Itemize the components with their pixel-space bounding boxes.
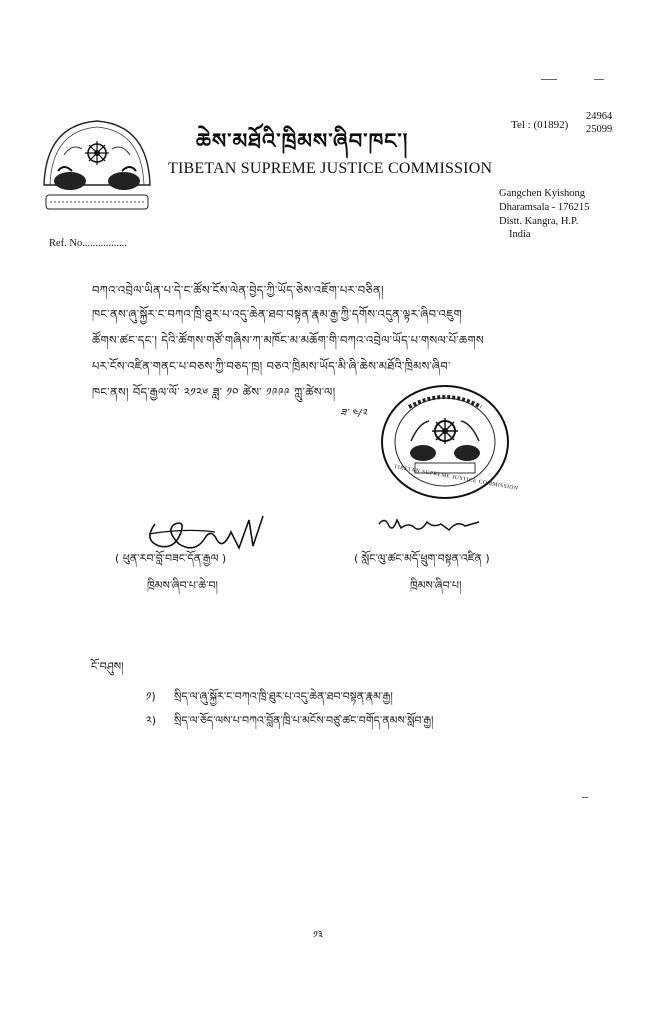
signature-right	[375, 512, 485, 542]
body-line: ཚོགས་ཚང་དང་། དེའི་ཚོགས་གཙོ་གཞིས་ཀ་མཁོང་མ་མཆོག་གི་བཀའ་འབྲེལ་ཡོད་པ་གསལ་པོ་ཆགས	[92, 333, 484, 347]
scan-mark	[541, 79, 557, 80]
seal-lettering: TIBETAN SUPREME JUSTICE COMMISSION	[393, 464, 519, 492]
signatory-name: ( སློང་ལུ་ཚང་མདོ་ཕྲུག་བསྟན་འཛིན )	[354, 552, 490, 565]
official-round-seal	[379, 383, 519, 501]
body-line: ཁང་ནས། བོད་རྒྱལ་ལོ་ ༢༡༢༦ ཟླ་ ༡༠ ཚེས་ ༡༩༩༩ ཀླུ་ཚེས་ལ།	[92, 385, 336, 399]
tel-number-1: 24964	[586, 111, 613, 122]
title-tibetan: ཆེས་མཐོའི་ཁྲིམས་ཞིབ་ཁང་།	[196, 129, 409, 153]
emblem-seal	[36, 115, 158, 220]
body-line: བཀའ་འབྲེལ་ཡིན་པ་དེ་ང་ཚོས་ངོས་ལེན་བྱེད་ཀྱི་ཡོད་ཅེས་འཇོག་པར་བཅིན།	[92, 283, 384, 297]
copy-item-text: སྲིད་ལ་ཅོད་ལས་པ་བཀའ་བློན་ཁྲི་པ་མངོས་བཙུ་ཚང་བགོད་ནམས་སློབ་རྒྱ།	[174, 714, 434, 727]
copy-item-number: ༡)	[146, 690, 156, 703]
copies-label: ངོ་བཤུས།	[91, 660, 124, 673]
copy-item-text: སྲིད་ལ་ཞུ་སྐྱོར་ང་བཀའ་ཁྲི་ཐུར་པ་འདུ་ཆེན་ཐབ་བསྟན་རྣམ་རྒྱ།	[174, 690, 393, 703]
scan-mark	[582, 797, 588, 798]
title-english: TIBETAN SUPREME JUSTICE COMMISSION	[168, 160, 493, 177]
address-line: Distt. Kangra, H.P.	[499, 216, 579, 227]
signatory-title: ཁྲིམས་ཞིབ་པ།	[410, 579, 462, 592]
tel-number-2: 25099	[586, 124, 613, 135]
scan-mark	[594, 79, 604, 80]
address-line: India	[509, 229, 531, 240]
copy-item-number: ༢)	[146, 714, 156, 727]
tel-label: Tel : (01892)	[511, 119, 569, 131]
handwritten-note: ཟ་ ༤/༢	[340, 408, 367, 419]
signatory-title: ཁྲིམས་ཞིབ་པ་ཆེ་བ།	[147, 579, 218, 592]
signatory-name: ( ཕུན་རབ་བློ་བཟང་དོན་རྒྱལ )	[115, 552, 227, 565]
body-line: ཁང་ནས་ཞུ་སྐྱོར་ང་བཀའ་ཁྲི་ཐུར་པ་འདུ་ཆེན་ཐབ་བསྟན་རྣམ་རྒྱ་ཀྱི་དགོས་འདུན་ལྟར་ཞིབ་འཇུག	[92, 307, 462, 321]
address-line: Dharamsala - 176215	[499, 202, 590, 213]
ref-number: Ref. No.................	[49, 238, 127, 249]
body-line: པར་ངོས་འཛིན་གནང་པ་བཅས་ཀྱི་བཅད་ཁྲ། བཅའ་ཁྲིམས་ཡོད་མི་ཞི་ཆེས་མཐོའི་ཁྲིམས་ཞིབ་	[92, 359, 451, 373]
address-line: Gangchen Kyishong	[499, 188, 586, 199]
page-number: ༡༣	[313, 930, 323, 941]
